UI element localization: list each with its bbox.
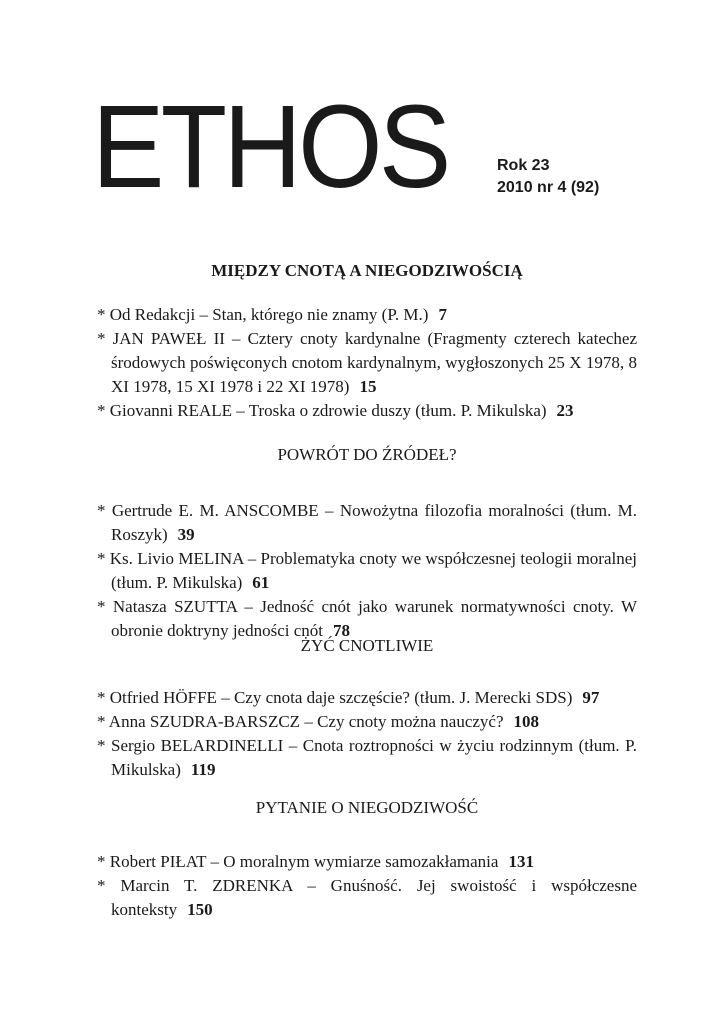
- toc-entry: [97, 327, 637, 399]
- toc-entry: [97, 686, 637, 710]
- issue-number: 2010 nr 4 (92): [497, 179, 600, 196]
- page-number: 97: [582, 688, 600, 707]
- entry-text: * Gertrude E. M. ANSCOMBE – Nowożytna filozofia moralności (tłum. M. Roszyk): [97, 501, 637, 544]
- page-number: 7: [438, 305, 447, 324]
- entry-text: * Sergio BELARDINELLI – Cnota roztropności w życiu rodzinnym (tłum. P. Mikulska): [97, 736, 637, 779]
- section-title: MIĘDZY CNOTĄ A NIEGODZIWOŚCIĄ: [211, 261, 523, 280]
- entry-text: * Robert PIŁAT – O moralnym wymiarze samozakłamania: [97, 852, 499, 871]
- toc-entry: [97, 874, 637, 922]
- journal-title: ETHOS: [92, 81, 448, 213]
- page-number: 61: [252, 573, 270, 592]
- page-number: 78: [333, 621, 350, 640]
- toc-entry: [97, 303, 637, 327]
- toc-entry: [97, 710, 637, 734]
- entry-text: * Ks. Livio MELINA – Problematyka cnoty we współczesnej teologii moralnej (tłum. P. Mikulska): [97, 549, 637, 592]
- entry-text: * Marcin T. ZDRENKA – Gnuśność. Jej swoistość i współczesne konteksty: [97, 876, 637, 919]
- page-number: 39: [177, 525, 195, 544]
- entry-text: * JAN PAWEŁ II – Cztery cnoty kardynalne (Fragmenty czterech katechez środowych poświęconych cnotom kardynalnym, wygłoszonych 25 X 1978, 8 XI 1978, 15 XI 1978 i 22 XI 1978): [97, 329, 637, 396]
- entry-text: * Anna SZUDRA-BARSZCZ – Czy cnoty można nauczyć?: [97, 712, 504, 731]
- entry-text: * Giovanni REALE – Troska o zdrowie duszy (tłum. P. Mikulska): [97, 401, 547, 420]
- issue-info: [497, 155, 599, 199]
- toc-entry: [97, 499, 637, 547]
- section-title: PYTANIE O NIEGODZIWOŚĆ: [255, 798, 479, 817]
- entry-text: * Otfried HÖFFE – Czy cnota daje szczęście? (tłum. J. Merecki SDS): [97, 688, 573, 707]
- page-number: 108: [513, 712, 540, 731]
- page-number: 119: [190, 760, 216, 779]
- toc-entry: [97, 734, 637, 782]
- toc-entry: [97, 399, 637, 423]
- section-title: POWRÓT DO ŹRÓDEŁ?: [277, 445, 457, 464]
- toc-entry: [97, 547, 637, 595]
- toc-entry: [97, 850, 637, 874]
- toc-section: [97, 443, 637, 643]
- entry-text: * Natasza SZUTTA – Jedność cnót jako warunek normatywności cnoty. W obronie doktryny jedności cnót: [97, 597, 637, 640]
- toc-section: [97, 259, 637, 423]
- page-number: 150: [187, 900, 213, 919]
- page-number: 131: [508, 852, 534, 871]
- section-title: ŻYĆ CNOTLIWIE: [300, 636, 434, 655]
- entry-text: * Od Redakcji – Stan, którego nie znamy (P. M.): [97, 305, 429, 324]
- page-number: 15: [359, 377, 377, 396]
- issue-year: Rok 23: [497, 157, 550, 174]
- toc-section: [97, 634, 637, 782]
- page-number: 23: [556, 401, 574, 420]
- toc-section: [97, 796, 637, 922]
